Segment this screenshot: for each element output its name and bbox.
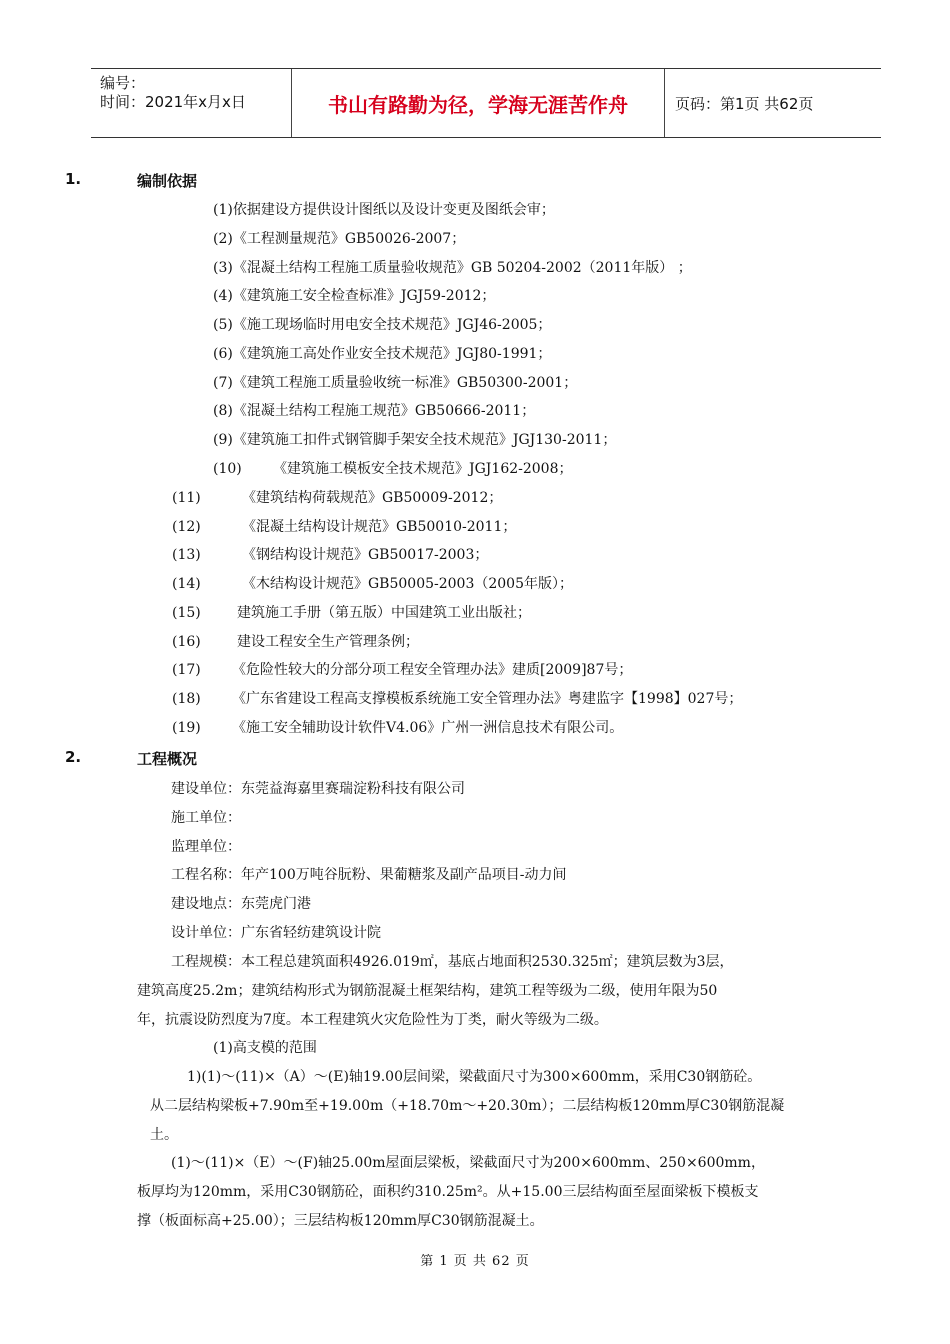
reference-item: (7)《建筑工程施工质量验收统一标准》GB50300-2001； [213,375,578,391]
time-label: 时间：2021年x月x日 [100,93,246,111]
header-motto: 书山有路勤为径，学海无涯苦作舟 [292,69,665,137]
scope-text-line: 从二层结构梁板+7.90m至+19.00m（+18.70m～+20.30m）；二层结构板120mm厚C30钢筋混凝 [150,1098,785,1114]
item-text: 《混凝土结构设计规范》GB50010-2011； [242,519,517,535]
project-field: 施工单位： [171,810,241,826]
reference-item [172,604,531,622]
project-field: 监理单位： [171,839,241,855]
reference-item: (4)《建筑施工安全检查标准》JGJ59-2012； [213,288,496,304]
item-number: (18) [172,691,201,707]
scope-text-line: 板厚均为120mm，采用C30钢筋砼，面积约310.25m²。从+15.00三层结构面至屋面梁板下模板支 [137,1184,759,1200]
reference-item: (2)《工程测量规范》GB50026-2007； [213,231,466,247]
reference-item [172,489,503,507]
project-field: 设计单位：广东省轻纺建筑设计院 [171,925,381,941]
item-text: 《施工安全辅助设计软件V4.06》广州一洲信息技术有限公司。 [232,720,624,736]
item-number: (19) [172,720,201,736]
reference-item [172,661,633,679]
item-number: (16) [172,634,201,650]
item-number: (14) [172,576,201,592]
item-text: 《危险性较大的分部分项工程安全管理办法》建质[2009]87号； [232,662,633,678]
section-number: 2. [65,748,82,766]
scope-title: (1)高支模的范围 [213,1040,317,1056]
reference-item: (8)《混凝土结构工程施工规范》GB50666-2011； [213,403,536,419]
item-number: (10) [213,461,242,477]
scope-text-line: 1)(1)～(11)×（A）～(E)轴19.00层间梁，梁截面尺寸为300×600mm，采用C30钢筋砼。 [187,1069,762,1085]
reference-item [172,575,573,593]
item-text: 建筑施工手册（第五版）中国建筑工业出版社； [237,605,531,621]
item-number: (13) [172,547,201,563]
reference-item: (6)《建筑施工高处作业安全技术规范》JGJ80-1991； [213,346,552,362]
scope-text-line: 土。 [150,1127,178,1143]
page-footer: 第 1 页 共 62 页 [420,1254,530,1269]
project-field: 建设地点：东莞虎门港 [171,896,311,912]
reference-item: (9)《建筑施工扣件式钢管脚手架安全技术规范》JGJ130-2011； [213,432,617,448]
section-title: 工程概况 [137,750,198,768]
reference-item: (1)依据建设方提供设计图纸以及设计变更及图纸会审； [213,202,555,218]
header-meta [91,69,292,137]
reference-item [213,460,573,478]
reference-item [172,633,419,651]
item-text: 《广东省建设工程高支撑模板系统施工安全管理办法》粤建监字【1998】027号； [232,691,743,707]
project-field: 工程名称：年产100万吨谷朊粉、果葡糖浆及副产品项目-动力间 [171,867,567,883]
scope-text-line: (1)～(11)×（E）～(F)轴25.00m屋面层梁板，梁截面尺寸为200×600mm、250×600mm， [171,1155,765,1171]
project-field: 建设单位：东莞益海嘉里赛瑞淀粉科技有限公司 [171,781,465,797]
reference-item [172,546,489,564]
scale-text-line: 工程规模：本工程总建筑面积4926.019㎡，基底占地面积2530.325㎡；建筑层数为3层， [171,954,734,970]
scale-text-line: 年，抗震设防烈度为7度。本工程建筑火灾危险性为丁类，耐火等级为二级。 [137,1012,608,1028]
reference-item [172,518,517,536]
item-text: 建设工程安全生产管理条例； [237,634,419,650]
reference-item [172,719,624,737]
item-text: 《钢结构设计规范》GB50017-2003； [242,547,489,563]
reference-item: (5)《施工现场临时用电安全技术规范》JGJ46-2005； [213,317,552,333]
reference-item: (3)《混凝土结构工程施工质量验收规范》GB 50204-2002（2011年版） ； [213,260,692,276]
reference-item [172,690,743,708]
item-number: (15) [172,605,201,621]
scale-text-line: 建筑高度25.2m；建筑结构形式为钢筋混凝土框架结构，建筑工程等级为二级，使用年限为50 [137,983,718,999]
item-text: 《建筑施工模板安全技术规范》JGJ162-2008； [273,461,573,477]
header-page-info: 页码：第1页 共62页 [675,94,814,113]
item-number: (11) [172,490,201,506]
serial-label: 编号： [100,74,146,92]
item-text: 《建筑结构荷载规范》GB50009-2012； [242,490,503,506]
item-text: 《木结构设计规范》GB50005-2003（2005年版）； [242,576,573,592]
item-number: (12) [172,519,201,535]
page-header [91,68,881,138]
section-number: 1. [65,170,82,188]
scope-text-line: 撑（板面标高+25.00）；三层结构板120mm厚C30钢筋混凝土。 [137,1213,544,1229]
item-number: (17) [172,662,201,678]
section-title: 编制依据 [137,172,198,190]
